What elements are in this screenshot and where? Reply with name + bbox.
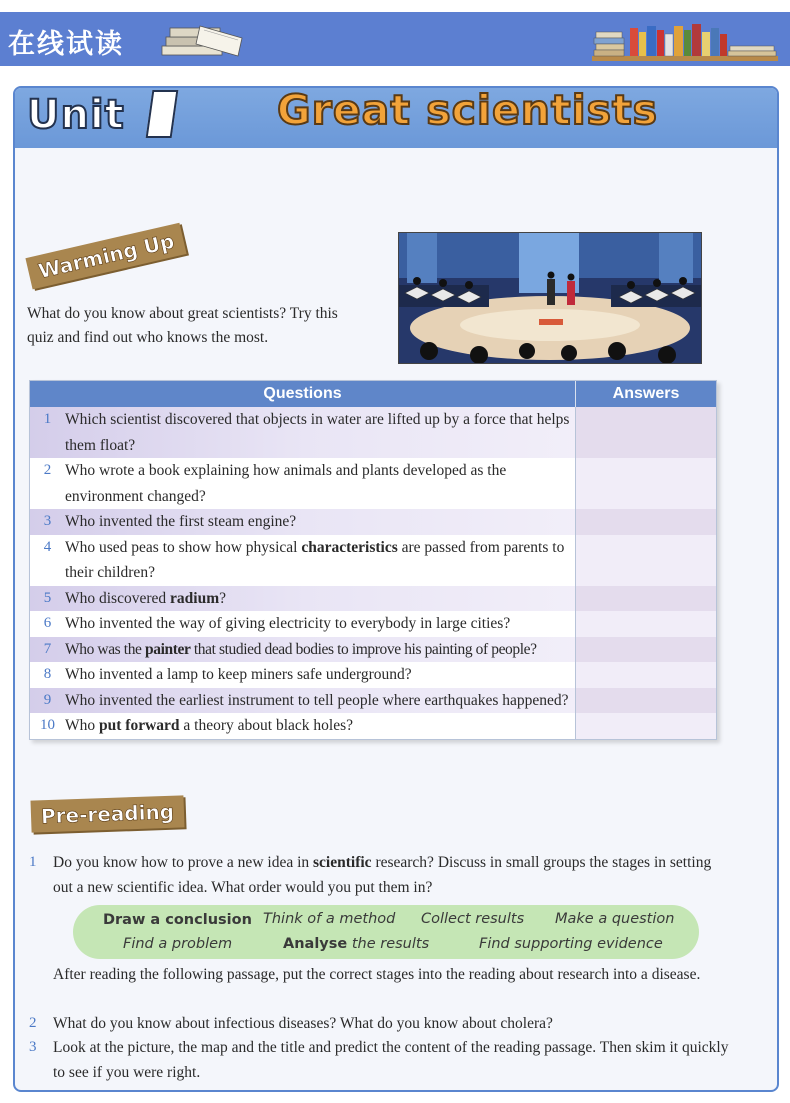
quiz-table-header [30, 381, 716, 407]
pre-reading-item-2 [29, 1011, 729, 1036]
table-row [30, 611, 716, 637]
item-text: Do you know how to prove a new idea in scientific research? Discuss in small groups the stages in setting out a new scientific idea. What order would you put them in? [53, 854, 712, 896]
answer-cell[interactable] [575, 458, 716, 509]
books-stack-illustration [160, 16, 250, 62]
unit-number-graphic [146, 90, 179, 138]
item-text: Look at the picture, the map and the title and predict the content of the reading passage. Then skim it quickly to see if you were right. [53, 1039, 729, 1081]
unit-title: Great scientists [277, 86, 659, 134]
question-text: Who wrote a book explaining how animals and plants developed as the environment changed? [65, 462, 507, 505]
question-text: Who invented the way of giving electricity to everybody in large cities? [65, 615, 511, 632]
stage-draw-conclusion: Draw a conclusion [103, 912, 252, 928]
unit-label: Unit [27, 92, 125, 138]
stage-analyse-results: Analyse the results [283, 936, 430, 952]
answer-cell[interactable] [575, 509, 716, 535]
table-row [30, 509, 716, 535]
pre-reading-item-1 [29, 850, 729, 900]
warming-up-tag: Warming Up [25, 223, 187, 290]
table-row [30, 458, 716, 509]
research-stages-box [73, 905, 699, 959]
after-stages-note: After reading the following passage, put the correct stages into the reading about research into a disease. [53, 966, 701, 983]
answer-cell[interactable] [575, 662, 716, 688]
table-row [30, 688, 716, 714]
answer-cell[interactable] [575, 611, 716, 637]
item-number: 3 [29, 1039, 37, 1055]
questions-column-header: Questions [30, 381, 576, 407]
question-text: Which scientist discovered that objects in water are lifted up by a force that helps them float? [65, 411, 570, 454]
question-number: 9 [43, 691, 52, 708]
pre-reading-item-3 [29, 1035, 729, 1085]
question-number: 7 [43, 640, 52, 657]
table-row [30, 637, 716, 663]
question-number: 1 [43, 411, 52, 427]
key-term: painter [145, 640, 191, 658]
warming-up-intro: What do you know about great scientists? Try this quiz and find out who knows the most. [27, 305, 338, 346]
stage-collect-results: Collect results [421, 911, 525, 927]
item-text: What do you know about infectious diseases? What do you know about cholera? [53, 1015, 553, 1032]
pre-reading-tag: Pre-reading [30, 795, 184, 832]
table-row [30, 535, 716, 586]
question-text: Who was the painter that studied dead bodies to improve his painting of people? [65, 640, 537, 658]
question-text: Who used peas to show how physical characteristics are passed from parents to their children? [65, 538, 565, 581]
banner-title: 在线试读 [8, 29, 124, 60]
key-term: radium [170, 589, 220, 607]
stage-make-question: Make a question [555, 911, 675, 927]
question-text: Who invented the first steam engine? [65, 513, 297, 530]
answer-cell[interactable] [575, 407, 716, 458]
table-row [30, 662, 716, 688]
textbook-page [13, 86, 779, 1092]
question-number: 5 [43, 589, 52, 606]
key-term: scientific [313, 854, 372, 871]
answer-cell[interactable] [575, 688, 716, 714]
question-number: 6 [43, 615, 52, 631]
stage-think-method: Think of a method [263, 911, 396, 927]
question-text: Who discovered radium? [65, 589, 227, 607]
question-number: 10 [40, 717, 55, 733]
table-row [30, 713, 716, 739]
table-row [30, 407, 716, 458]
unit-header [15, 88, 777, 148]
answer-cell[interactable] [575, 535, 716, 586]
question-text: Who invented the earliest instrument to tell people where earthquakes happened? [65, 691, 569, 709]
question-number: 4 [43, 538, 52, 555]
answers-column-header: Answers [612, 385, 680, 402]
key-term: characteristics [301, 538, 398, 556]
question-number: 2 [43, 462, 52, 478]
answer-cell[interactable] [575, 637, 716, 663]
bookshelf-illustration [590, 18, 780, 64]
table-row [30, 586, 716, 612]
question-number: 8 [43, 666, 52, 682]
key-term: put forward [99, 717, 180, 734]
stage-find-problem: Find a problem [123, 936, 233, 952]
stage-find-evidence: Find supporting evidence [479, 936, 663, 952]
item-number: 2 [29, 1015, 37, 1031]
top-banner [0, 12, 790, 66]
answer-cell[interactable] [575, 713, 716, 739]
answer-cell[interactable] [575, 586, 716, 612]
tv-quiz-show-photo [398, 232, 702, 364]
question-number: 3 [43, 513, 52, 529]
item-number: 1 [29, 854, 37, 870]
question-text: Who put forward a theory about black holes? [65, 717, 353, 734]
quiz-table [29, 380, 717, 740]
question-text: Who invented a lamp to keep miners safe underground? [65, 666, 412, 683]
